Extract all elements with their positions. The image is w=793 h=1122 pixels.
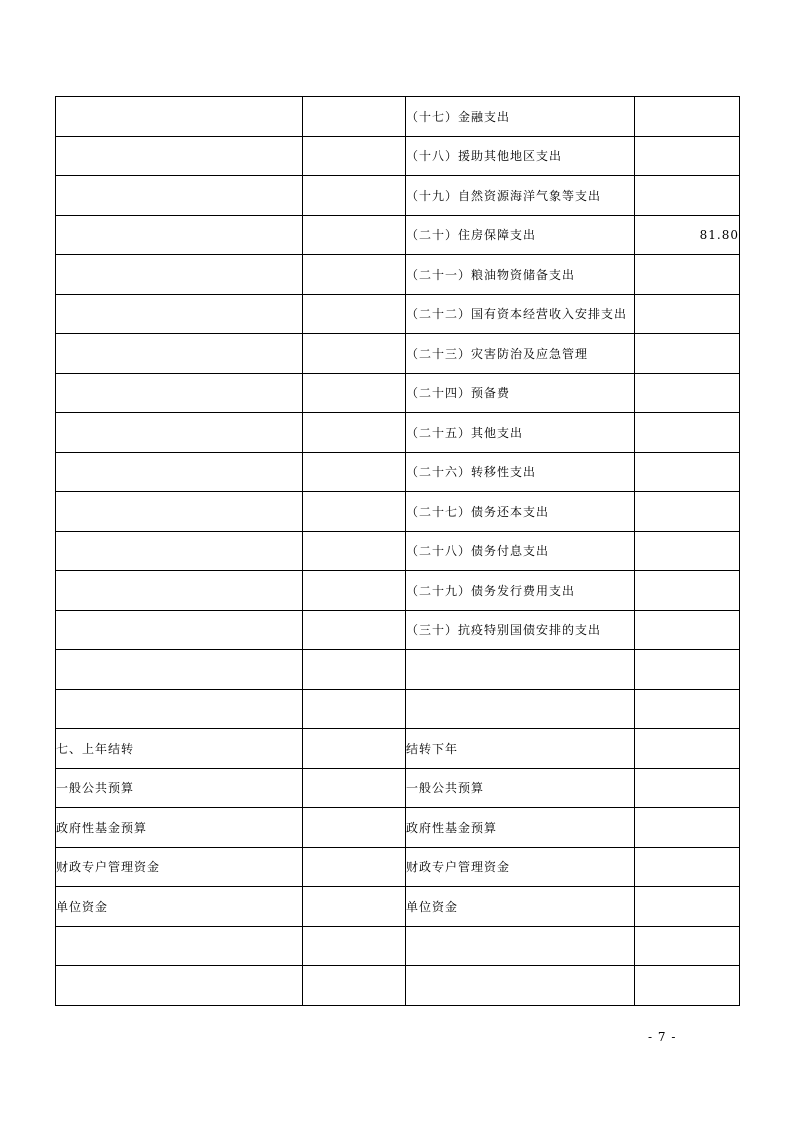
income-amount-cell <box>303 650 406 690</box>
expenditure-amount-cell <box>635 689 740 729</box>
income-amount-cell <box>303 334 406 374</box>
expenditure-item-cell: 一般公共预算 <box>406 768 635 808</box>
income-item-cell <box>56 531 303 571</box>
income-item-cell: 七、上年结转 <box>56 729 303 769</box>
expenditure-amount-cell <box>635 452 740 492</box>
expenditure-item-cell: （二十一）粮油物资储备支出 <box>406 255 635 295</box>
budget-table <box>55 96 740 1006</box>
table-row <box>56 452 740 492</box>
table-row <box>56 926 740 966</box>
income-item-cell: 政府性基金预算 <box>56 808 303 848</box>
table-row <box>56 650 740 690</box>
expenditure-amount-cell <box>635 768 740 808</box>
income-amount-cell <box>303 176 406 216</box>
expenditure-amount-cell <box>635 926 740 966</box>
expenditure-item-cell: （二十四）预备费 <box>406 373 635 413</box>
table-row <box>56 610 740 650</box>
income-item-cell <box>56 97 303 137</box>
table-row <box>56 97 740 137</box>
expenditure-item-cell: 单位资金 <box>406 887 635 927</box>
table-row <box>56 847 740 887</box>
income-item-cell <box>56 452 303 492</box>
expenditure-amount-cell <box>635 571 740 611</box>
income-amount-cell <box>303 136 406 176</box>
income-amount-cell <box>303 373 406 413</box>
expenditure-item-cell: （十八）援助其他地区支出 <box>406 136 635 176</box>
income-item-cell <box>56 926 303 966</box>
expenditure-amount-cell <box>635 492 740 532</box>
income-amount-cell <box>303 294 406 334</box>
expenditure-item-cell: （二十三）灾害防治及应急管理 <box>406 334 635 374</box>
income-amount-cell <box>303 689 406 729</box>
income-amount-cell <box>303 926 406 966</box>
table-row <box>56 887 740 927</box>
expenditure-item-cell: 结转下年 <box>406 729 635 769</box>
expenditure-item-cell: （二十八）债务付息支出 <box>406 531 635 571</box>
expenditure-amount-cell <box>635 176 740 216</box>
expenditure-amount-cell <box>635 887 740 927</box>
expenditure-amount-cell <box>635 255 740 295</box>
table-row <box>56 768 740 808</box>
table-row <box>56 136 740 176</box>
table-row <box>56 294 740 334</box>
income-amount-cell <box>303 492 406 532</box>
income-item-cell <box>56 255 303 295</box>
expenditure-amount-cell <box>635 294 740 334</box>
table-row <box>56 176 740 216</box>
expenditure-amount-cell <box>635 729 740 769</box>
income-item-cell <box>56 650 303 690</box>
income-amount-cell <box>303 729 406 769</box>
income-item-cell <box>56 215 303 255</box>
income-amount-cell <box>303 768 406 808</box>
income-amount-cell <box>303 966 406 1006</box>
income-amount-cell <box>303 452 406 492</box>
income-item-cell <box>56 689 303 729</box>
expenditure-item-cell: （二十）住房保障支出 <box>406 215 635 255</box>
expenditure-item-cell <box>406 650 635 690</box>
table-row <box>56 373 740 413</box>
income-item-cell: 财政专户管理资金 <box>56 847 303 887</box>
expenditure-amount-cell <box>635 531 740 571</box>
expenditure-amount-cell <box>635 373 740 413</box>
income-item-cell <box>56 334 303 374</box>
income-amount-cell <box>303 531 406 571</box>
income-item-cell <box>56 571 303 611</box>
income-amount-cell <box>303 97 406 137</box>
income-amount-cell <box>303 610 406 650</box>
income-item-cell: 一般公共预算 <box>56 768 303 808</box>
income-item-cell <box>56 966 303 1006</box>
income-item-cell: 单位资金 <box>56 887 303 927</box>
income-amount-cell <box>303 808 406 848</box>
income-amount-cell <box>303 413 406 453</box>
expenditure-item-cell: （二十五）其他支出 <box>406 413 635 453</box>
income-item-cell <box>56 373 303 413</box>
expenditure-amount-cell <box>635 650 740 690</box>
expenditure-item-cell <box>406 966 635 1006</box>
income-amount-cell <box>303 255 406 295</box>
table-row <box>56 808 740 848</box>
expenditure-amount-cell <box>635 966 740 1006</box>
expenditure-item-cell: （二十二）国有资本经营收入安排支出 <box>406 294 635 334</box>
income-item-cell <box>56 136 303 176</box>
expenditure-item-cell: （二十九）债务发行费用支出 <box>406 571 635 611</box>
expenditure-item-cell: （二十六）转移性支出 <box>406 452 635 492</box>
expenditure-amount-cell <box>635 334 740 374</box>
income-amount-cell <box>303 571 406 611</box>
expenditure-item-cell: （十九）自然资源海洋气象等支出 <box>406 176 635 216</box>
income-item-cell <box>56 176 303 216</box>
table-row <box>56 215 740 255</box>
table-row <box>56 966 740 1006</box>
income-amount-cell <box>303 887 406 927</box>
income-item-cell <box>56 610 303 650</box>
table-row <box>56 571 740 611</box>
expenditure-amount-cell <box>635 847 740 887</box>
expenditure-amount-cell <box>635 808 740 848</box>
expenditure-item-cell: （十七）金融支出 <box>406 97 635 137</box>
expenditure-amount-cell: 81.80 <box>635 215 740 255</box>
table-row <box>56 531 740 571</box>
expenditure-amount-cell <box>635 413 740 453</box>
table-row <box>56 413 740 453</box>
income-item-cell <box>56 413 303 453</box>
income-amount-cell <box>303 215 406 255</box>
income-amount-cell <box>303 847 406 887</box>
expenditure-amount-cell <box>635 610 740 650</box>
expenditure-item-cell: 政府性基金预算 <box>406 808 635 848</box>
table-row <box>56 492 740 532</box>
table-row <box>56 255 740 295</box>
expenditure-item-cell: （三十）抗疫特别国债安排的支出 <box>406 610 635 650</box>
expenditure-item-cell: 财政专户管理资金 <box>406 847 635 887</box>
expenditure-amount-cell <box>635 97 740 137</box>
income-item-cell <box>56 294 303 334</box>
expenditure-item-cell: （二十七）债务还本支出 <box>406 492 635 532</box>
table-row <box>56 334 740 374</box>
expenditure-item-cell <box>406 689 635 729</box>
expenditure-amount-cell <box>635 136 740 176</box>
income-item-cell <box>56 492 303 532</box>
page-number: - 7 - <box>648 1030 677 1044</box>
expenditure-item-cell <box>406 926 635 966</box>
table-row <box>56 689 740 729</box>
table-row <box>56 729 740 769</box>
